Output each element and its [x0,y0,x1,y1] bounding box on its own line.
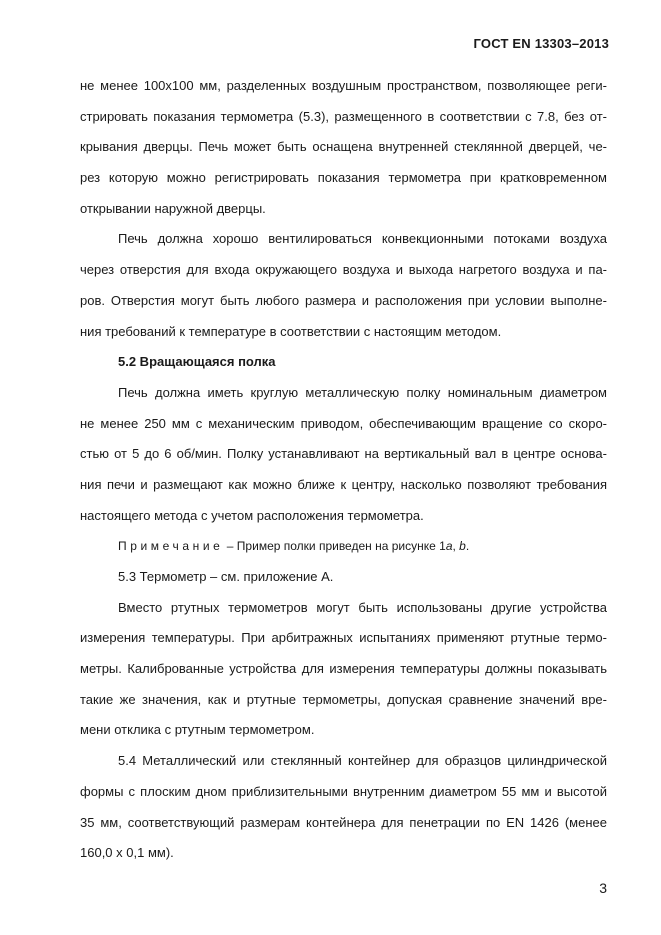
text-line: ния требований к температуре в соответствии с настоящим методом. [80,323,502,339]
note-figure-a: а [445,539,453,554]
text-line: Печь должна иметь круглую металлическую полку номинальным диаметром [118,384,607,400]
text-line: через отверстия для входа окружающего воздуха и выхода нагретого воздуха и па- [80,262,607,278]
text-line: не менее 250 мм с механическим приводом, обеспечивающим вращение со скоро- [80,415,607,431]
section-heading: 5.3 Термометр – см. приложение А. [118,569,334,584]
text-line: Печь должна хорошо вентилироваться конвекционными потоками воздуха [118,231,607,247]
text-line: измерения температуры. При арбитражных испытаниях применяют ртутные термо- [80,630,607,646]
text-line: метры. Калиброванные устройства для измерения температуры должны показывать [80,661,607,677]
text-line: открывании наружной дверцы. [80,200,266,216]
text-line: формы с плоским дном приблизительными внутренним диаметром 55 мм и высотой [80,783,607,799]
note-text: – Пример полки приведен на рисунке 1 [223,539,446,554]
page-body [80,71,607,869]
text-line: 35 мм, соответствующий размерам контейнера для пенетрации по EN 1426 (менее [80,814,607,830]
text-line: мени отклика с ртутным термометром. [80,722,315,738]
text-line: стрировать показания термометра (5.3), размещенного в соответствии с 7.8, без от- [80,108,607,124]
text-line: стью от 5 до 6 об/мин. Полку устанавливают на вертикальный вал в центре основа- [80,446,607,462]
paragraph-oven-window [80,71,607,224]
text-line: ния печи и размещают как можно ближе к центру, насколько позволяют требования [80,476,607,492]
text-line: Вместо ртутных термометров могут быть использованы другие устройства [118,599,607,615]
note-end: . [465,539,470,554]
text-line: настоящего метода с учетом расположения термометра. [80,507,424,523]
section-heading: 5.2 Вращающаяся полка [118,354,276,370]
text-line: ров. Отверстия могут быть любого размера и расположения при условии выполне- [80,292,607,308]
text-line: такие же значения, как и ртутные термометры, допуская сравнение значений вре- [80,691,607,707]
text-line: 5.4 Металлический или стеклянный контейнер для образцов цилиндрической [118,753,607,769]
text-line: не менее 100х100 мм, разделенных воздушным пространством, позволяющее реги- [80,78,607,93]
text-line: 160,0 х 0,1 мм). [80,845,174,861]
standard-header: ГОСТ EN 13303–2013 [473,36,609,51]
note [80,531,607,562]
text-line: крывания дверцы. Печь может быть оснащена внутренней стеклянной дверцей, че- [80,139,607,155]
note-label: Примечание [118,539,224,554]
section-5-2 [80,347,607,562]
section-5-4 [80,746,607,869]
paragraph-ventilation [80,224,607,347]
section-5-3 [80,562,607,746]
text-line: рез которую можно регистрировать показания термометра при кратковременном [80,170,607,186]
note-separator: , [452,539,460,554]
page-number: 3 [599,880,607,896]
note-figure-b: b [459,539,466,554]
